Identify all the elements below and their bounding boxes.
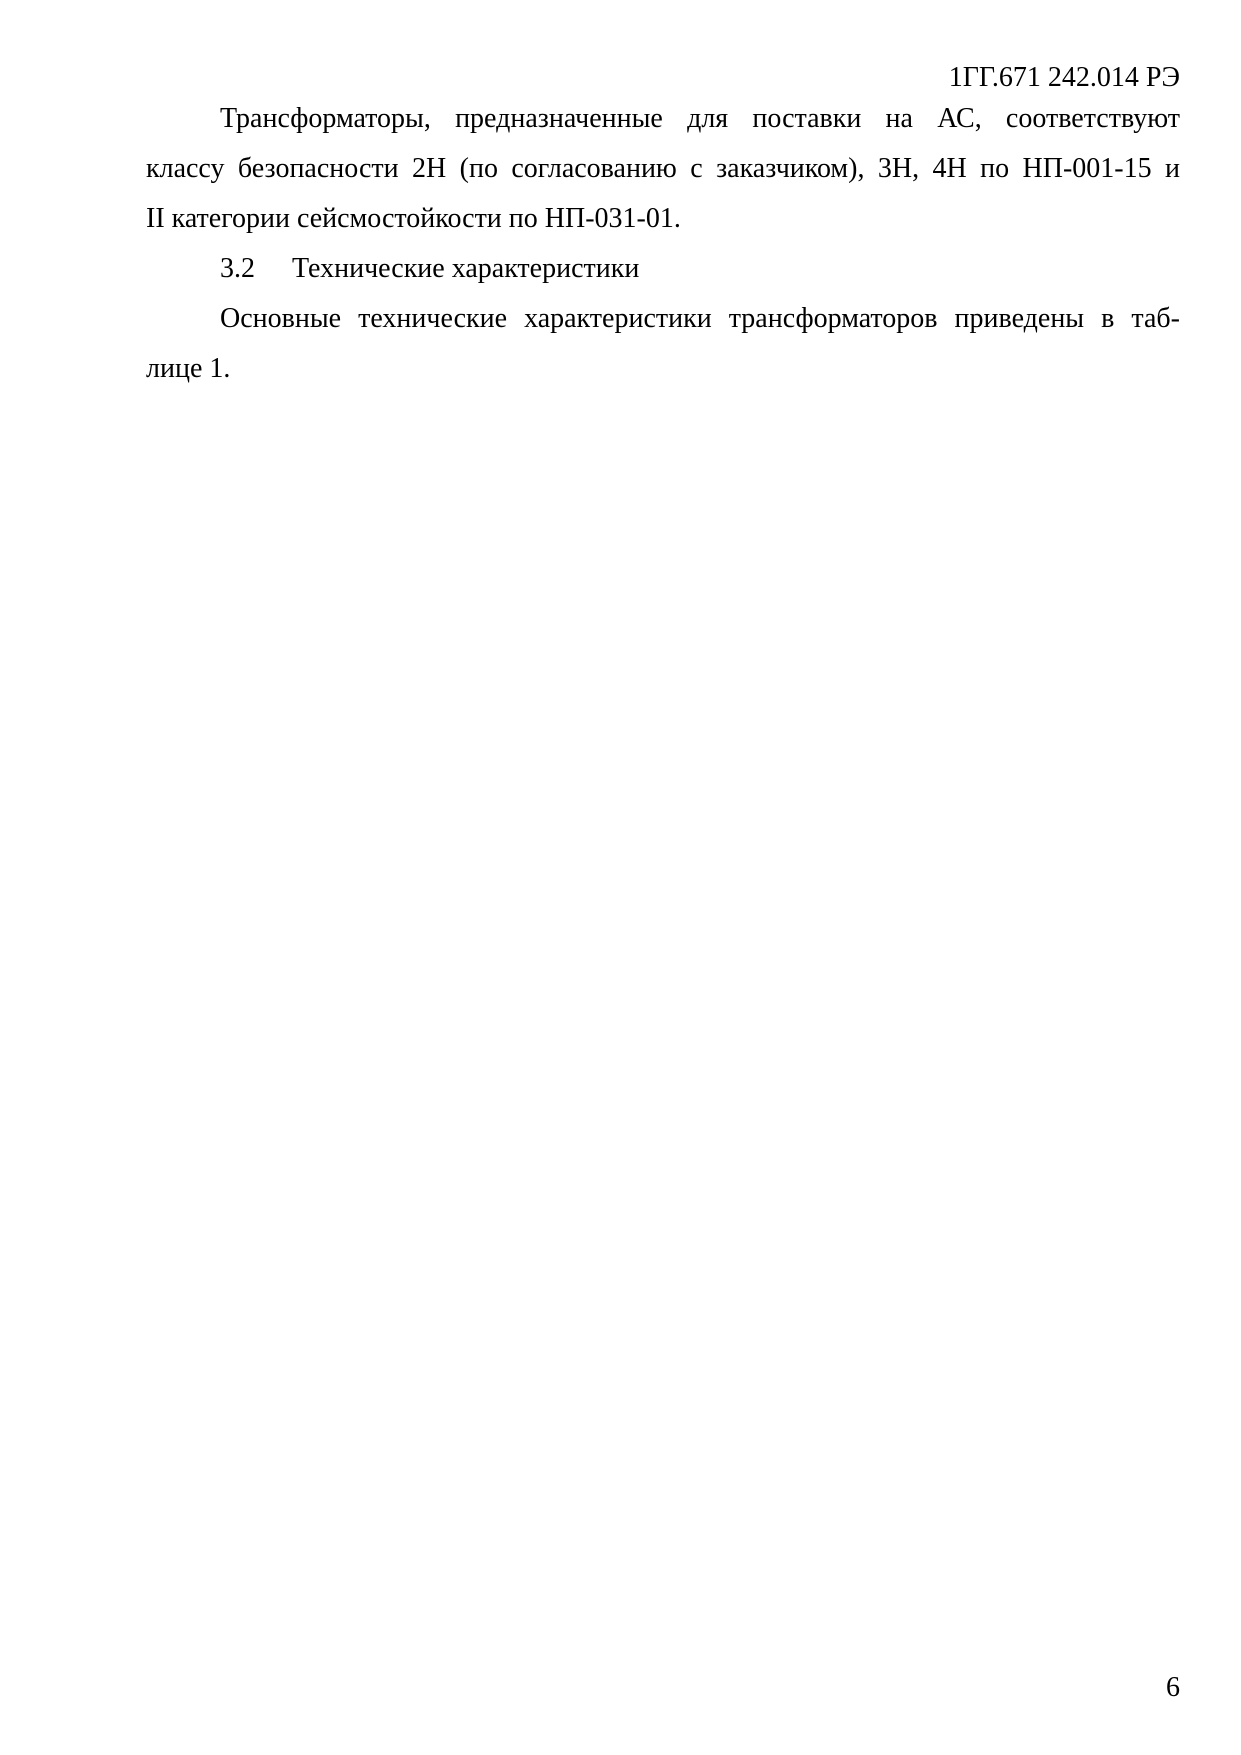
document-number-header: 1ГГ.671 242.014 РЭ xyxy=(948,62,1180,93)
section-heading xyxy=(146,244,1180,294)
section-title: Технические характеристики xyxy=(292,253,640,284)
paragraph-line: Основные технические характеристики трансформаторов приведены в таб- xyxy=(220,303,1180,334)
paragraph-line: классу безопасности 2Н (по согласованию с заказчиком), 3Н, 4Н по НП-001-15 и xyxy=(146,153,1180,184)
document-body xyxy=(146,94,1180,394)
page-number: 6 xyxy=(1166,1672,1180,1703)
paragraph-line: II категории сейсмостойкости по НП-031-01. xyxy=(146,203,681,234)
section-number: 3.2 xyxy=(220,253,255,284)
paragraph-line: лице 1. xyxy=(146,353,231,384)
paragraph-line: Трансформаторы, предназначенные для поставки на АС, соответствуют xyxy=(220,103,1180,134)
